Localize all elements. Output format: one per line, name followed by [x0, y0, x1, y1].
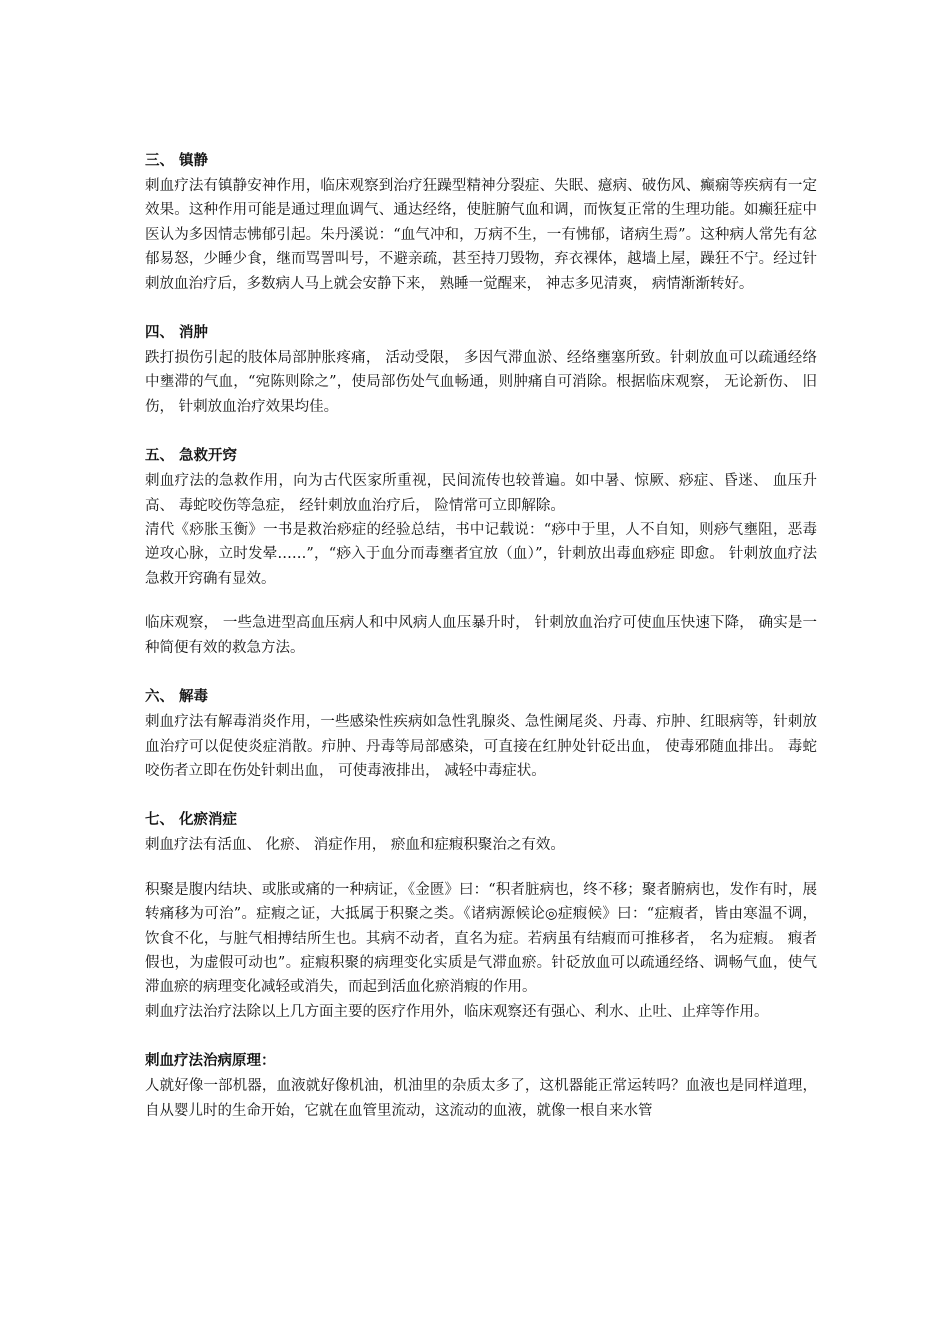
- section-swelling: [145, 320, 817, 419]
- section-first-aid: [145, 443, 817, 660]
- paragraph: 刺血疗法有活血、 化瘀、 消症作用， 瘀血和症瘕积聚治之有效。: [145, 837, 565, 854]
- section-stasis: [145, 807, 817, 1024]
- section-heading: 刺血疗法治病原理：: [145, 1053, 276, 1070]
- paragraph: 清代《痧胀玉衡》一书是救治痧症的经验总结，书中记载说：“痧中于里，人不自知，则痧气壅阻，恶毒逆攻心脉，立时发晕……”，“痧入于血分而毒壅者宜放（血）”，针刺放出毒血痧症 即愈。 针刺放血疗法急救开窍确有显效。: [145, 522, 817, 587]
- section-heading: 三、 镇静: [145, 153, 209, 169]
- section-heading: 五、 急救开窍: [145, 448, 238, 465]
- paragraph: 刺血疗法有解毒消炎作用，一些感染性疾病如急性乳腺炎、急性阑尾炎、丹毒、疖肿、红眼病等，针刺放血治疗可以促使炎症消散。疖肿、丹毒等局部感染，可直接在红肿处针砭出血， 使毒邪随血排出。 毒蛇咬伤者立即在伤处针刺出血， 可使毒液排出， 减轻中毒症状。: [145, 714, 817, 779]
- section-heading: 四、 消肿: [145, 325, 209, 342]
- section-sedation: [145, 148, 817, 296]
- paragraph: 积聚是腹内结块、或胀或痛的一种病证，《金匮》曰：“积者脏病也，终不移；聚者腑病也，发作有时，展转痛移为可治”。症瘕之证，大抵属于积聚之类。《诸病源候论◎症瘕候》曰：“症瘕者，皆由寒温不调，饮食不化，与脏气相搏结所生也。其病不动者，直名为症。若病虽有结瘕而可推移者， 名为症瘕。 瘕者假也，为虚假可动也”。症瘕积聚的病理变化实质是气滞血瘀。针砭放血可以疏通经络、调畅气血，使气滞血瘀的病理变化减轻或消失，而起到活血化瘀消瘕的作用。: [145, 881, 817, 996]
- paragraph: 临床观察， 一些急进型高血压病人和中风病人血压暴升时， 针刺放血治疗可使血压快速下降， 确实是一种简便有效的救急方法。: [145, 615, 817, 656]
- paragraph: 人就好像一部机器，血液就好像机油，机油里的杂质太多了，这机器能正常运转吗？血液也是同样道理，自从婴儿时的生命开始，它就在血管里流动，这流动的血液，就像一根自来水管: [145, 1078, 817, 1119]
- paragraph: 刺血疗法有镇静安神作用，临床观察到治疗狂躁型精神分裂症、失眠、癔病、破伤风、癫痫等疾病有一定效果。这种作用可能是通过理血调气、通达经络，使脏腑气血和调，而恢复正常的生理功能。如癫狂症中医认为多因情志怫郁引起。朱丹溪说：“血气冲和，万病不生，一有怫郁，诸病生焉”。这种病人常先有忿郁易怒，少睡少食，继而骂詈叫号，不避亲疏，甚至持刀毁物，弃衣裸体，越墙上屋，躁狂不宁。经过针刺放血治疗后，多数病人马上就会安静下来， 熟睡一觉醒来， 神志多见清爽， 病情渐渐转好。: [145, 178, 817, 292]
- section-heading: 七、 化瘀消症: [145, 812, 238, 829]
- paragraph: 跌打损伤引起的肢体局部肿胀疼痛， 活动受限， 多因气滞血淤、经络壅塞所致。针刺放血可以疏通经络中壅滞的气血，“宛陈则除之”，使局部伤处气血畅通，则肿痛自可消除。根据临床观察， 无论新伤、 旧伤， 针刺放血治疗效果均佳。: [145, 350, 817, 415]
- document-page: [145, 148, 817, 1123]
- section-detox: [145, 684, 817, 783]
- section-heading: 六、 解毒: [145, 689, 209, 706]
- paragraph: 刺血疗法的急救作用，向为古代医家所重视，民间流传也较普遍。如中暑、惊厥、痧症、昏迷、 血压升高、 毒蛇咬伤等急症， 经针刺放血治疗后， 险情常可立即解除。: [145, 473, 817, 514]
- section-principle: [145, 1048, 817, 1123]
- paragraph: 刺血疗法治疗法除以上几方面主要的医疗作用外，临床观察还有强心、利水、止吐、止痒等作用。: [145, 1003, 769, 1020]
